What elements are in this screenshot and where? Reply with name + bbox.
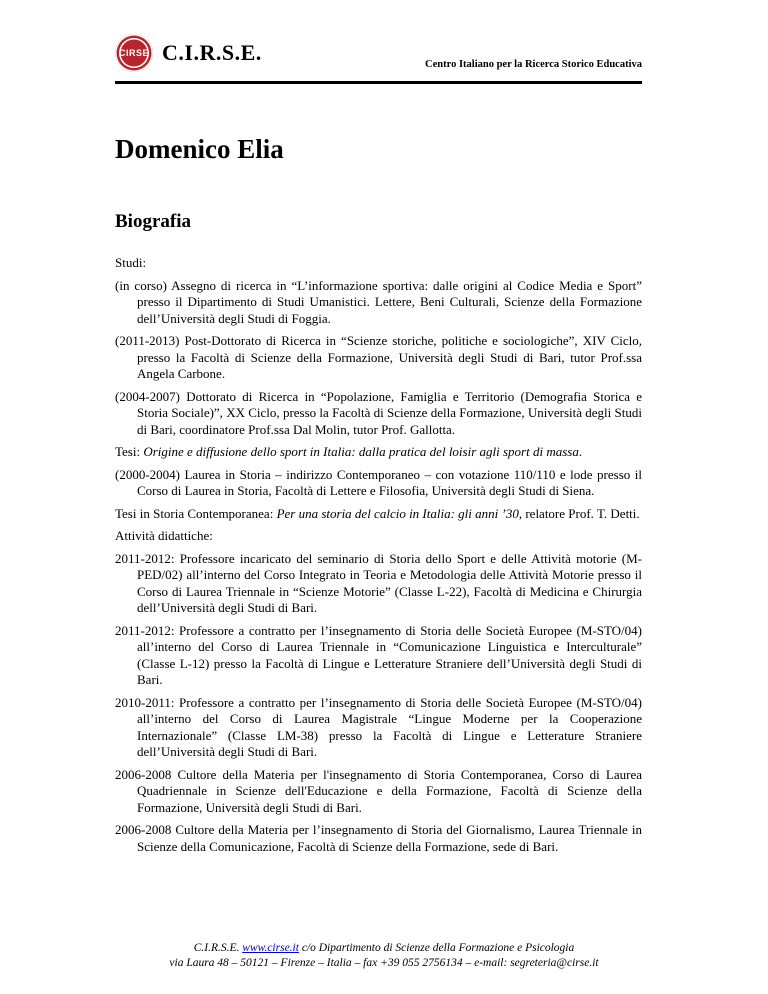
paragraph (115, 467, 642, 500)
footer-line-1 (0, 941, 768, 957)
page-footer (0, 941, 768, 972)
paragraph-text-segment: 2011-2012: Professore a contratto per l’insegnamento di Storia delle Società Europee (M-STO/04) all’interno del Corso di Laurea Triennale in “Comunicazione Linguistica e Interculturale” (Classe L-12) presso la Facoltà di Lingue e Letterature Straniere dell’Università degli Studi di Bari. (115, 622, 642, 687)
paragraph (115, 389, 642, 439)
paragraph-text-segment: 2006-2008 Cultore della Materia per l'insegnamento di Storia Contemporanea, Corso di Laurea Quadriennale in Scienze dell'Educazione e della Formazione, Facoltà di Scienze della Formazione, Università degli Studi di Bari. (115, 766, 642, 815)
paragraph (115, 551, 642, 617)
footer-line-2: via Laura 48 – 50121 – Firenze – Italia – fax +39 055 2756134 – e-mail: segreteria@cirse.it (169, 957, 599, 970)
paragraph (115, 255, 642, 272)
paragraph (115, 767, 642, 817)
paragraph (115, 278, 642, 328)
paragraph-text-segment: (in corso) Assegno di ricerca in “L’informazione sportiva: dalle origini al Codice Media e Sport” presso il Dipartimento di Studi Umanistici. Lettere, Beni Culturali, Scienze della Formazione dell’Università degli Studi di Foggia. (115, 277, 642, 326)
page-content (115, 0, 642, 855)
paragraph-italic-segment: Per una storia del calcio in Italia: gli anni ’30 (276, 505, 519, 521)
cirse-website-link[interactable]: www.cirse.it (242, 941, 299, 954)
org-abbreviation: C.I.R.S.E. (162, 40, 262, 65)
paragraph-text-segment: (2011-2013) Post-Dottorato di Ricerca in “Scienze storiche, politiche e sociologiche”, XIV Ciclo, presso la Facoltà di Scienze della Formazione, Università degli Studi di Bari, tutor Prof.ssa Angela Carbone. (115, 333, 642, 381)
paragraph (115, 822, 642, 855)
paragraph-text-segment: Attività didattiche: (115, 528, 213, 543)
paragraph (115, 623, 642, 689)
header-left (115, 34, 262, 72)
paragraph-text-segment: (2000-2004) Laurea in Storia – indirizzo Contemporaneo – con votazione 110/110 e lode presso il Corso di Laurea in Storia, Facoltà di Lettere e Filosofia, Università degli Studi di Siena. (115, 466, 642, 498)
paragraph-text-segment: Tesi in Storia Contemporanea: (115, 505, 277, 521)
paragraph (115, 528, 642, 545)
page-title: Domenico Elia (115, 134, 284, 164)
paragraph (115, 333, 642, 383)
paragraph (115, 506, 642, 523)
paragraph (115, 695, 642, 761)
footer-text-segment: c/o Dipartimento di Scienze della Formazione e Psicologia (298, 941, 575, 954)
paragraph (115, 444, 642, 461)
paragraph-text-segment: 2006-2008 Cultore della Materia per l’insegnamento di Storia del Giornalismo, Laurea Triennale in Scienze della Comunicazione, Facoltà di Scienze della Formazione, sede di Bari. (115, 822, 642, 854)
paragraph-italic-segment: Origine e diffusione dello sport in Italia: dalla pratica del loisir agli sport di massa (143, 444, 579, 459)
paragraph-text-segment: (2004-2007) Dottorato di Ricerca in “Popolazione, Famiglia e Territorio (Demografia Storica e Storia Sociale)”, XX Ciclo, presso la Facoltà di Scienze della Formazione, Università degli Studi di Bari, coordinatore Prof.ssa Dal Molin, tutor Prof. Gallotta. (115, 388, 642, 437)
section-heading-biografia: Biografia (115, 211, 191, 232)
org-full-name: Centro Italiano per la Ricerca Storico Educativa (425, 59, 642, 70)
paragraph-text-segment: , relatore Prof. T. Detti. (518, 505, 640, 521)
footer-text-segment: C.I.R.S.E. (193, 941, 243, 954)
cirse-logo-icon: CIRSE (115, 34, 153, 72)
biography-paragraphs (115, 255, 642, 855)
paragraph-text-segment: 2010-2011: Professore a contratto per l’insegnamento di Storia delle Società Europee (M-STO/04) all’interno del Corso di Laurea Magistrale “Lingue Moderne per la Cooperazione Internazionale” (Classe LM-38) presso la Facoltà di Lingue e Letterature Straniere dell’Università degli Studi di Bari. (115, 694, 642, 759)
paragraph-text-segment: Tesi: (115, 444, 144, 459)
paragraph-text-segment: . (578, 444, 583, 459)
paragraph-text-segment: 2011-2012: Professore incaricato del seminario di Storia dello Sport e delle Attività motorie (M-PED/02) all’interno del Corso Integrato in Teoria e Metodologia delle Attività Motorie presso il Corso di Laurea Triennale in “Scienze Motorie” (Classe L-22), Facoltà di Medicina e Chirurgia dell’Università degli Studi di Bari. (115, 550, 642, 615)
page-header (115, 34, 642, 84)
paragraph-text-segment: Studi: (115, 255, 147, 270)
